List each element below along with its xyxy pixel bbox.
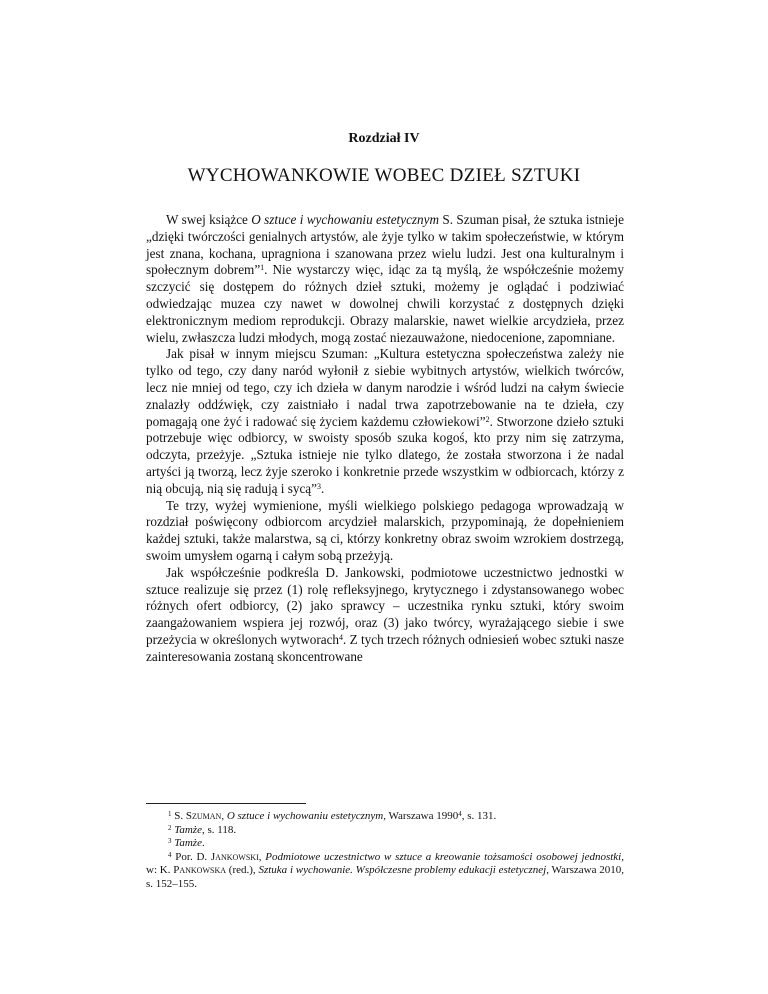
p1-text-a: W swej książce	[166, 212, 252, 227]
footnote-4-pre: Por. D.	[175, 850, 211, 863]
footnote-ref-2: 2	[485, 414, 490, 424]
paragraph-1	[146, 212, 624, 346]
footnote-1-rest: , s. 131.	[461, 810, 497, 822]
footnote-4-rest: , Warszawa 2010, s. 152–155.	[146, 864, 624, 890]
footnote-1: $^1$ S. Szuman, O sztuce i wychowaniu estetycznym, Warszawa 1990$^4$, s. 131.	[168, 810, 497, 822]
p4-text-a: Jak współcześnie podkreśla D. Jankowski, podmiotowe uczestnictwo jednostki w sztuce realizuje się przez (1) rolę refleksyjnego, krytycznego i zdystansowanego wobec różnych ofert odbiorcy, (2) jako sprawcy – uczestnika rynku sztuki, który swoim zaangażowaniem wspiera jej rozwój, oraz (3) jako twórcy, wyrażającego siebie i swe przeżycia w określonych wytworach	[146, 564, 624, 647]
footnote-4	[146, 851, 624, 892]
footnote-3-number: 3	[168, 837, 172, 846]
footnote-4-ed: (red.),	[226, 864, 259, 877]
footnote-divider	[146, 803, 306, 804]
footnote-2-rest: , s. 118.	[201, 823, 237, 836]
footnote-1-place: , Warszawa 1990	[383, 810, 459, 822]
footnote-4-book: Sztuka i wychowanie. Współczesne problemy edukacji estetycznej	[258, 864, 547, 877]
paragraph-4	[146, 565, 624, 666]
footnote-2	[146, 824, 624, 838]
footnotes	[146, 810, 624, 892]
footnote-4-editor: Pankowska	[173, 864, 227, 877]
p3-text: Te trzy, wyżej wymienione, myśli wielkiego polskiego pedagoga wprowadzają w rozdział poświęcony odbiorcom arcydzieł malarskich, przypominają, że dopełnieniem każdej sztuki, także malarstwa, są ci, którzy konkretny obraz swoim wzrokiem dostrzegą, swoim umysłem ogarną i całym sobą przeżyją.	[146, 497, 624, 563]
p1-book-title: O sztuce i wychowaniu estetycznym	[251, 212, 440, 227]
footnote-1-title: O sztuce i wychowaniu estetycznym	[226, 810, 384, 822]
p2-text-c: .	[321, 480, 325, 496]
footnote-4-author: Jankowski	[210, 850, 259, 863]
footnote-ref-1: 1	[260, 263, 265, 273]
footnote-4-number: 4	[168, 850, 172, 859]
p2-text-b: . Stworzone dzieło sztuki potrzebuje więc odbiorcy, w swoisty sposób szuka kogoś, kto przy nim się zatrzyma, odczyta, przeżyje. „Sztuka istnieje nie tylko dlatego, że została stworzona i że nadal artyści ją tworzą, lecz żyje szeroko i konkretnie przede wszystkim w odbiorcach, którzy z nią obcują, nią się radują i sycą”	[146, 413, 624, 496]
footnote-ref-4: 4	[339, 632, 344, 642]
paragraph-3	[146, 498, 624, 565]
p4-text-b: . Z tych trzech różnych odniesień wobec sztuki nasze zainteresowania zostaną skoncentrowane	[146, 631, 624, 664]
footnote-3-rest: .	[201, 837, 205, 850]
p1-text-d: . Nie wystarczy więc, idąc za tą myślą, że współcześnie możemy szczycić się dostępem do różnych dzieł sztuki, możemy je oglądać i podziwiać odwiedzając muzea czy nawet w dowolnej chwili korzystać z dostępnych dzięki elektronicznym mediom reprodukcji. Obrazy malarskie, nawet wielkie arcydzieła, przez wielu, zwłaszcza ludzi młodych, mogą zostać niezauważone, niedocenione, zapomniane.	[146, 262, 624, 345]
footnote-4-title: Podmiotowe uczestnictwo w sztuce a kreowanie tożsamości osobowej jednostki	[265, 850, 622, 863]
footnote-2-ibid: Tamże	[174, 823, 202, 836]
footnote-1-author: S. Szuman	[174, 810, 222, 822]
paragraph-2	[146, 346, 624, 497]
body-text	[146, 212, 624, 666]
footnote-4-sep: ,	[258, 850, 266, 863]
chapter-label: Rozdział IV	[348, 131, 420, 146]
p1-text-c: S. Szuman pisał, że sztuka istnieje „dzięki twórczości genialnych artystów, ale żyje tylko w takim społeczeństwie, w którym jest znana, kochana, upragniona i szanowana przez wielu ludzi. Jest ona kulturalnym i społecznym dobrem”	[146, 212, 624, 278]
footnote-1-edition: 4	[458, 810, 462, 818]
footnote-2-number: 2	[168, 823, 172, 832]
p2-text-a: Jak pisał w innym miejscu Szuman: „Kultura estetyczna społeczeństwa zależy nie tylko od tego, czy dany naród wyłonił z siebie wybitnych artystów, wielkich twórców, lecz nie mniej od tego, czy ich dzieła w danym narodzie i wśród ludzi na całym świecie znalazły oddźwięk, czy zaistniało i nadal trwa zapotrzebowanie na te dzieła, czy pomagają one żyć i radować się życiem każdemu człowiekowi”	[146, 346, 624, 429]
footnote-ref-3: 3	[317, 481, 321, 491]
footnote-3-ibid: Tamże	[174, 837, 202, 850]
footnote-3	[146, 837, 624, 851]
footnote-1-number: 1	[168, 810, 172, 818]
footnote-4-mid: , w: K.	[146, 850, 624, 877]
chapter-title: WYCHOWANKOWIE WOBEC DZIEŁ SZTUKI	[187, 165, 581, 186]
